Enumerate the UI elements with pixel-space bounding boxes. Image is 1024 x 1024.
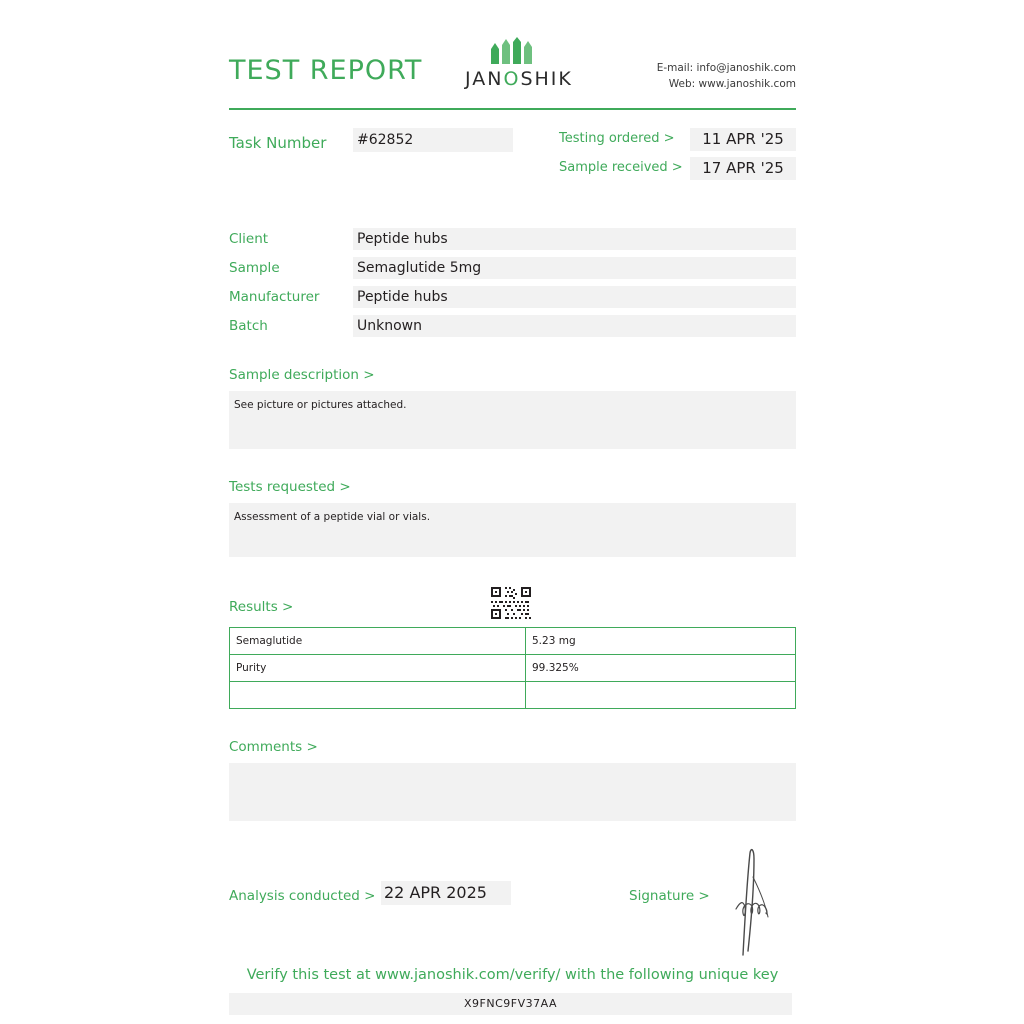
results-title: Results > — [229, 599, 294, 615]
client-label: Client — [229, 231, 269, 247]
table-row — [230, 655, 796, 682]
field-row-batch — [229, 315, 796, 337]
janoshik-logo — [465, 36, 573, 90]
header-divider — [229, 108, 796, 110]
contact-web: Web: www.janoshik.com — [668, 78, 796, 90]
manufacturer-value: Peptide hubs — [353, 286, 796, 308]
table-row — [230, 628, 796, 655]
field-row-manufacturer — [229, 286, 796, 308]
result-name: Semaglutide — [230, 628, 526, 655]
signature-label: Signature > — [629, 888, 710, 904]
results-table — [229, 627, 796, 709]
report-body — [229, 0, 796, 1015]
page-title: TEST REPORT — [229, 55, 423, 86]
sample-value: Semaglutide 5mg — [353, 257, 796, 279]
unique-key-value: X9FNC9FV37AA — [229, 993, 792, 1015]
qr-code-icon — [489, 585, 533, 621]
logo-wordmark — [465, 68, 573, 90]
task-number-label: Task Number — [229, 134, 327, 152]
results-header — [229, 585, 796, 625]
result-value: 99.325% — [526, 655, 796, 682]
sample-label: Sample — [229, 260, 280, 276]
sample-description-box — [229, 391, 796, 449]
tests-requested-box — [229, 503, 796, 557]
logo-bars-icon — [485, 36, 545, 66]
manufacturer-label: Manufacturer — [229, 289, 320, 305]
task-number-value: #62852 — [353, 128, 513, 152]
sample-received-label: Sample received > — [559, 160, 683, 175]
sample-description-title: Sample description > — [229, 367, 375, 383]
qr-code-svg — [489, 585, 533, 621]
client-value: Peptide hubs — [353, 228, 796, 250]
batch-value: Unknown — [353, 315, 796, 337]
analysis-conducted-date: 22 APR 2025 — [381, 881, 511, 905]
field-list — [229, 228, 796, 337]
sample-description-text: See picture or pictures attached. — [234, 399, 407, 411]
comments-box — [229, 763, 796, 821]
testing-ordered-label: Testing ordered > — [559, 131, 675, 146]
result-value — [526, 682, 796, 709]
contact-email: E-mail: info@janoshik.com — [656, 62, 796, 74]
verify-text: Verify this test at www.janoshik.com/verify/ with the following unique key — [246, 967, 779, 983]
task-row — [229, 128, 796, 190]
comments-title: Comments > — [229, 739, 318, 755]
report-header — [229, 0, 796, 110]
result-name — [230, 682, 526, 709]
analysis-row — [229, 855, 796, 951]
logo-text-right: SHIK — [520, 68, 573, 90]
signature-icon — [723, 847, 793, 957]
table-row — [230, 682, 796, 709]
testing-ordered-date: 11 APR '25 — [690, 128, 796, 151]
sample-received-date: 17 APR '25 — [690, 157, 796, 180]
analysis-conducted-label: Analysis conducted > — [229, 888, 376, 904]
tests-requested-title: Tests requested > — [229, 479, 351, 495]
result-name: Purity — [230, 655, 526, 682]
tests-requested-text: Assessment of a peptide vial or vials. — [234, 511, 431, 523]
contact-info — [657, 60, 796, 92]
logo-text-mid: O — [503, 68, 521, 90]
field-row-sample — [229, 257, 796, 279]
result-value: 5.23 mg — [526, 628, 796, 655]
signature-svg — [723, 847, 793, 957]
field-row-client — [229, 228, 796, 250]
logo-text-left: JAN — [465, 68, 504, 90]
batch-label: Batch — [229, 318, 268, 334]
